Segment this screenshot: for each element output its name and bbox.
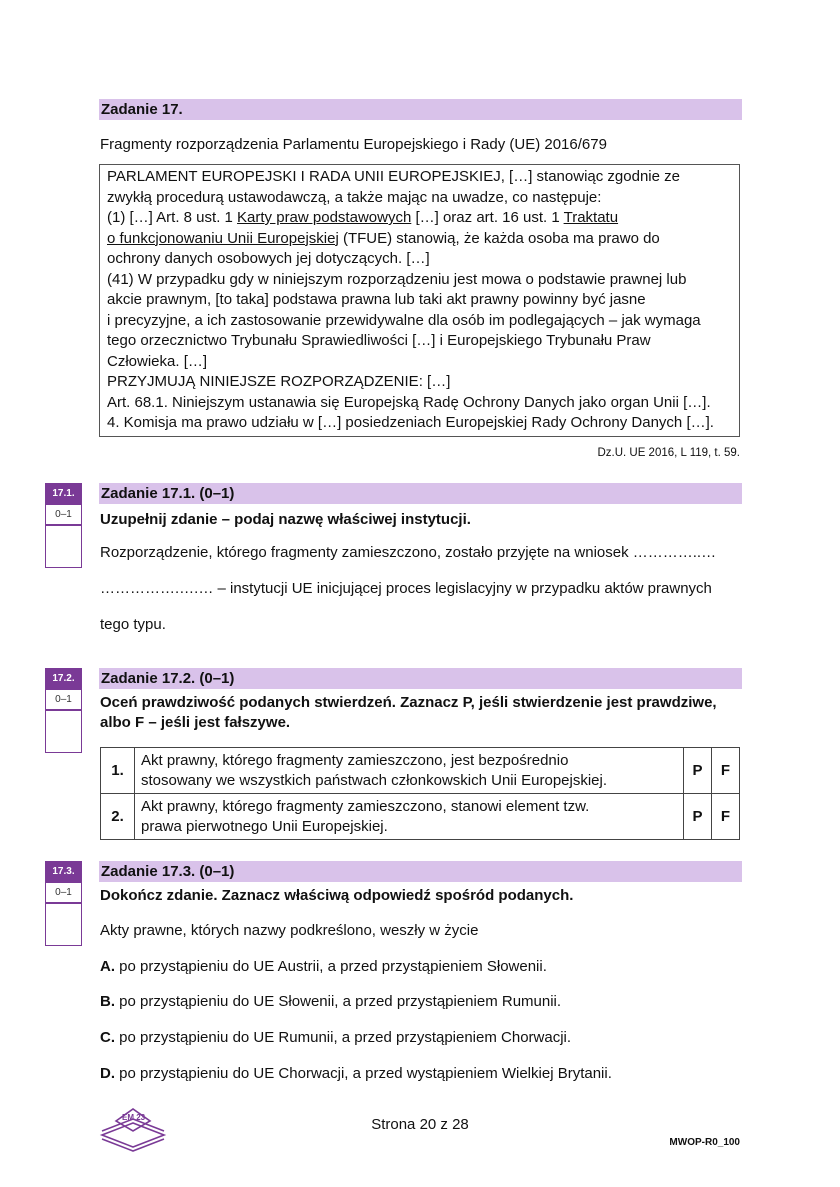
statement-line: Akt prawny, którego fragmenty zamieszczono, stanowi element tzw.	[141, 797, 590, 815]
score-entry-box[interactable]	[45, 525, 82, 568]
score-box-17-3	[45, 861, 82, 946]
citation: Dz.U. UE 2016, L 119, t. 59.	[597, 447, 740, 459]
option-text: po przystąpieniu do UE Rumunii, a przed przystąpieniem Chorwacji.	[115, 1029, 572, 1046]
task-17-title: Zadanie 17.	[101, 101, 183, 118]
quote-text: […] oraz art. 16 ust. 1	[411, 209, 564, 226]
score-entry-box[interactable]	[45, 710, 82, 753]
quote-line: ochrony danych osobowych jej dotyczących. […]	[107, 250, 430, 267]
score-box-17-1	[45, 483, 82, 568]
source-title: Fragmenty rozporządzenia Parlamentu Europejskiego i Rady (UE) 2016/679	[100, 136, 607, 153]
quote-line	[107, 229, 739, 250]
task-17-1-line2: …………….….… – instytucji UE inicjującej proces legislacyjny w przypadku aktów prawnych	[100, 580, 712, 597]
quote-line: PRZYJMUJĄ NINIEJSZE ROZPORZĄDZENIE: […]	[107, 373, 451, 390]
quote-line: i precyzyjne, a ich zastosowanie przewidywalne dla osób im podlegających – jak wymaga	[107, 311, 701, 329]
task-17-2-instruction: Oceń prawdziwość podanych stwierdzeń. Zaznacz P, jeśli stwierdzenie jest prawdziwe,	[100, 694, 717, 711]
page-number: Strona 20 z 28	[371, 1116, 469, 1133]
score-number: 17.1.	[45, 483, 82, 505]
answer-option-c[interactable]	[100, 1028, 571, 1048]
table-row	[101, 748, 740, 794]
row-number: 2.	[101, 794, 135, 840]
quote-text: (TFUE) stanowią, że każda osoba ma prawo do	[338, 229, 660, 247]
option-letter: C.	[100, 1029, 115, 1046]
task-17-2-title: Zadanie 17.2. (0–1)	[101, 670, 235, 687]
task-17-3-title: Zadanie 17.3. (0–1)	[101, 863, 235, 880]
statement-line: stosowany we wszystkich państwach członkowskich Unii Europejskiej.	[141, 771, 608, 789]
statement-line: prawa pierwotnego Unii Europejskiej.	[141, 817, 388, 835]
table-row	[101, 794, 740, 840]
option-text: po przystąpieniu do UE Austrii, a przed przystąpieniem Słowenii.	[115, 958, 547, 975]
score-points: 0–1	[45, 883, 82, 903]
quote-line: Art. 68.1. Niniejszym ustanawia się Europejską Radę Ochrony Danych jako organ Unii […].	[107, 393, 711, 411]
underlined-act-name: o funkcjonowaniu Unii Europejskiej	[107, 229, 339, 247]
score-box-17-2	[45, 668, 82, 753]
score-number: 17.3.	[45, 861, 82, 883]
quote-line: PARLAMENT EUROPEJSKI I RADA UNII EUROPEJSKIEJ, […] stanowiąc zgodnie ze	[107, 168, 680, 185]
task-17-1-line3: tego typu.	[100, 616, 166, 633]
row-number: 1.	[101, 748, 135, 794]
option-text: po przystąpieniu do UE Chorwacji, a przed wystąpieniem Wielkiej Brytanii.	[115, 1065, 612, 1082]
task-17-3-stem: Akty prawne, których nazwy podkreślono, weszły w życie	[100, 922, 479, 939]
underlined-act-name: Traktatu	[563, 209, 619, 226]
quote-text: (1) […] Art. 8 ust. 1	[107, 209, 238, 226]
source-quote	[99, 164, 740, 437]
true-false-table	[100, 747, 740, 840]
option-p[interactable]: P	[684, 794, 712, 840]
option-f[interactable]: F	[712, 794, 740, 840]
option-text: po przystąpieniu do UE Słowenii, a przed przystąpieniem Rumunii.	[115, 993, 562, 1010]
quote-line	[107, 208, 739, 229]
option-f[interactable]: F	[712, 748, 740, 794]
task-17-1-title: Zadanie 17.1. (0–1)	[101, 485, 235, 502]
option-letter: D.	[100, 1065, 115, 1082]
quote-line: Człowieka. […]	[107, 352, 208, 370]
task-17-3-instruction: Dokończ zdanie. Zaznacz właściwą odpowiedź spośród podanych.	[100, 887, 574, 904]
score-entry-box[interactable]	[45, 903, 82, 946]
task-17-2-header	[99, 668, 742, 689]
option-letter: B.	[100, 993, 115, 1010]
quote-line: zwykłą procedurą ustawodawczą, a także mając na uwadze, co następuje:	[107, 188, 602, 206]
underlined-act-name: Karty praw podstawowych	[237, 209, 412, 226]
document-code: MWOP-R0_100	[669, 1137, 740, 1148]
statement	[135, 748, 684, 794]
answer-option-a[interactable]	[100, 957, 547, 977]
quote-line: akcie prawnym, [to taka] podstawa prawna lub taki akt prawny powinny być jasne	[107, 291, 646, 308]
quote-line: tego orzecznictwo Trybunału Sprawiedliwości […] i Europejskiego Trybunału Praw	[107, 332, 651, 349]
option-p[interactable]: P	[684, 748, 712, 794]
answer-option-b[interactable]	[100, 992, 561, 1012]
option-letter: A.	[100, 958, 115, 975]
logo-text: EM 23	[122, 1113, 146, 1122]
quote-line: (41) W przypadku gdy w niniejszym rozporządzeniu jest mowa o podstawie prawnej lub	[107, 270, 687, 288]
score-points: 0–1	[45, 690, 82, 710]
task-17-1-line1: Rozporządzenie, którego fragmenty zamieszczono, zostało przyjęte na wniosek …………..…	[100, 544, 717, 561]
task-17-1-instruction: Uzupełnij zdanie – podaj nazwę właściwej instytucji.	[100, 511, 471, 528]
quote-line: 4. Komisja ma prawo udziału w […] posiedzeniach Europejskiej Rady Ochrony Danych […].	[107, 414, 714, 431]
score-points: 0–1	[45, 505, 82, 525]
score-number: 17.2.	[45, 668, 82, 690]
task-17-2-instruction: albo F – jeśli jest fałszywe.	[100, 714, 291, 731]
statement-line: Akt prawny, którego fragmenty zamieszczono, jest bezpośrednio	[141, 751, 569, 769]
task-17-1-header	[99, 483, 742, 504]
task-17-header	[99, 99, 742, 120]
answer-option-d[interactable]	[100, 1064, 612, 1084]
statement	[135, 794, 684, 840]
task-17-3-header	[99, 861, 742, 882]
